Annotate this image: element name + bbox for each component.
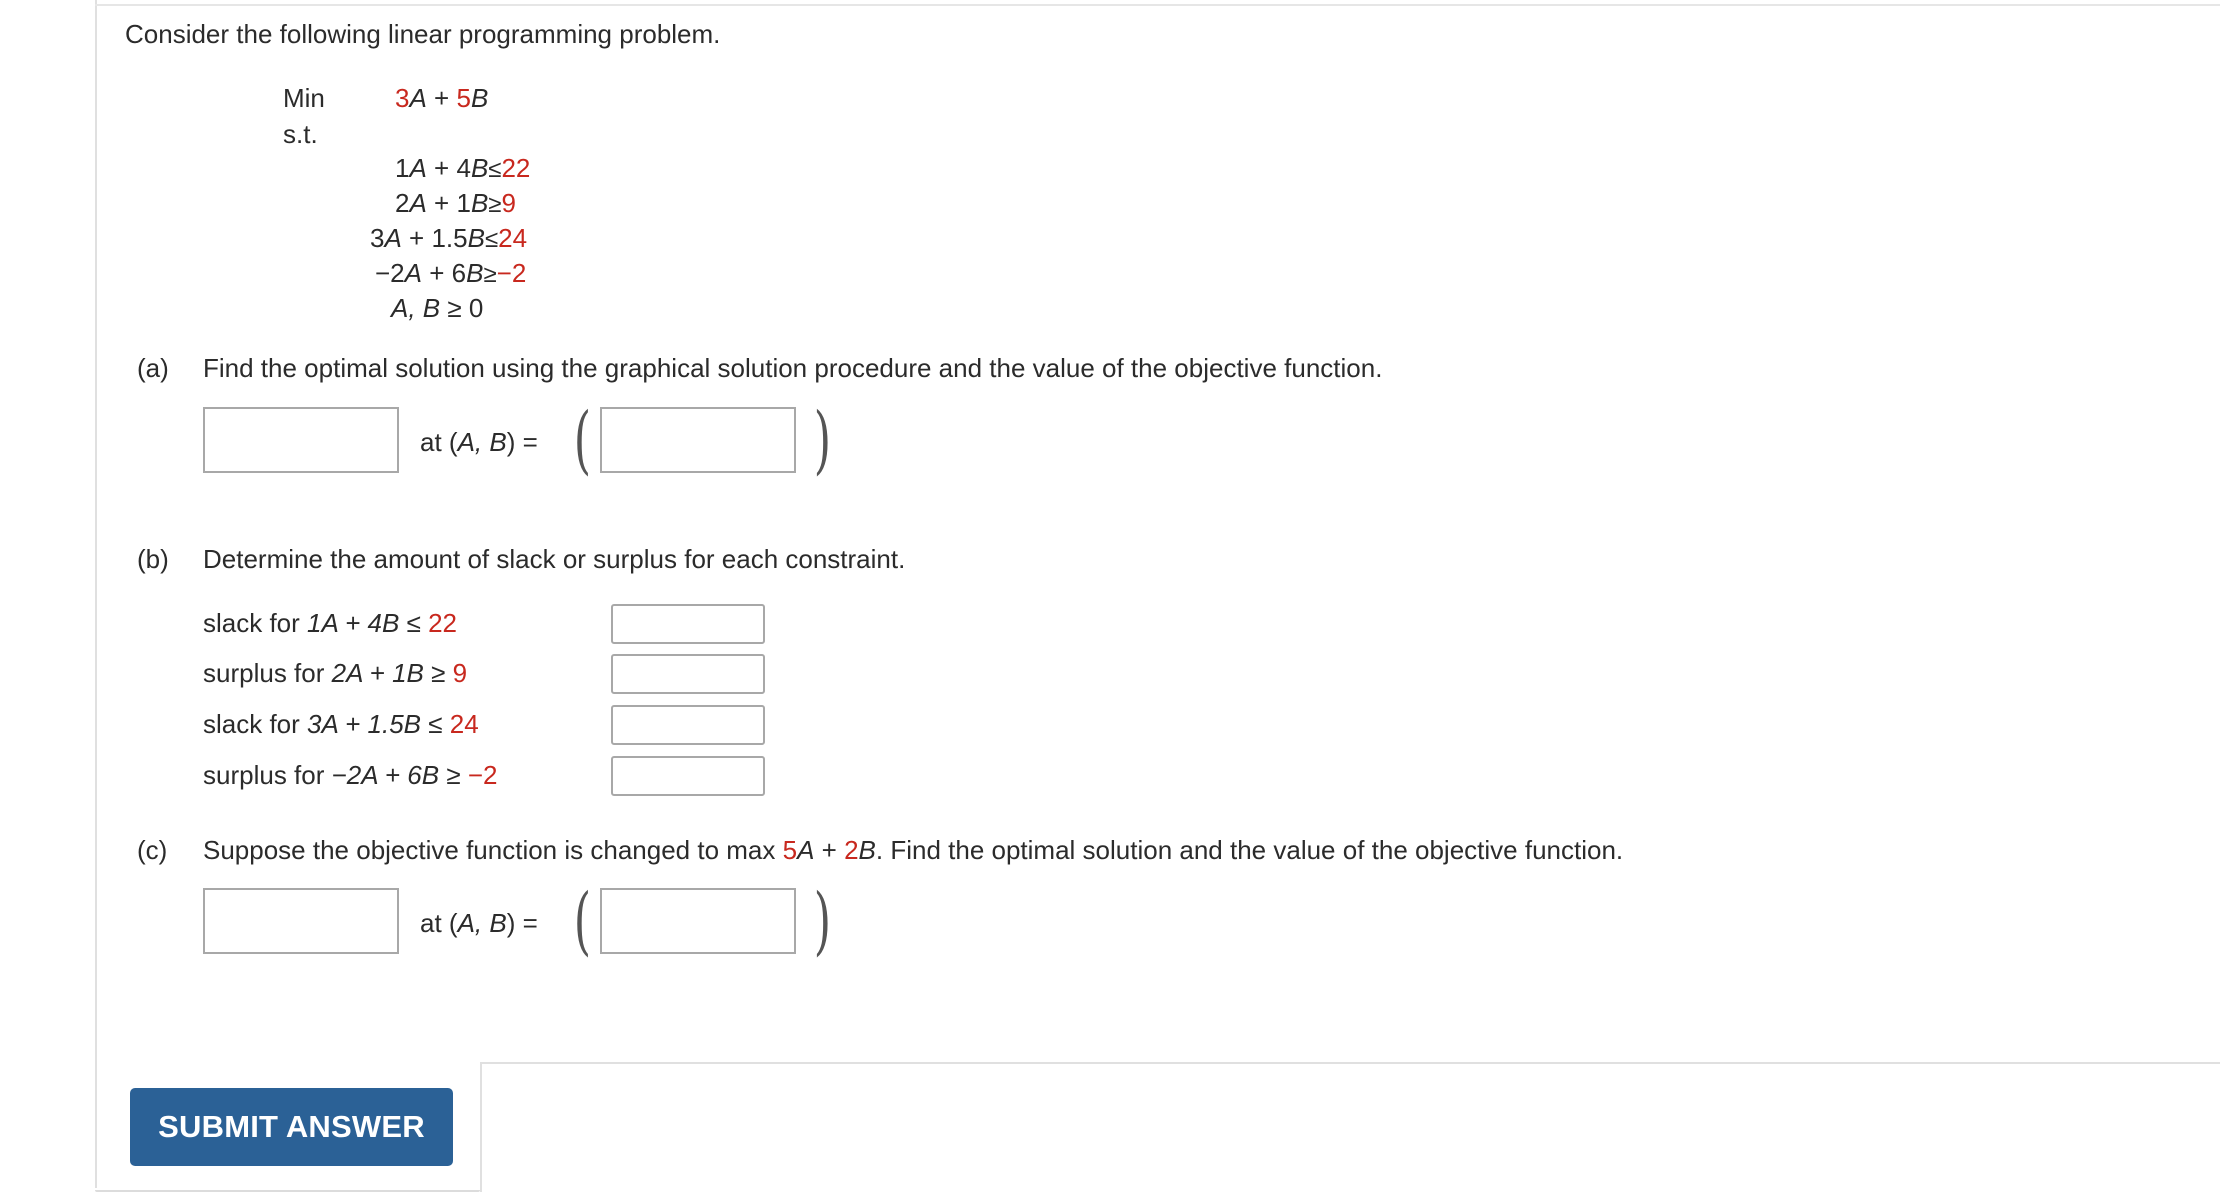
part-c-left-paren: ( (573, 878, 592, 964)
next-panel-border-top (480, 1062, 2220, 1064)
slack-row-1-label: slack for 1A + 4B ≤ 22 (203, 608, 457, 638)
part-a-right-paren: ) (813, 397, 832, 483)
slack-row-3-input[interactable] (611, 705, 765, 745)
part-c-question: Suppose the objective function is changed to max 5A + 2B. Find the optimal solution and the value of the objective function. (203, 835, 1624, 865)
next-panel-border-left (480, 1062, 482, 1192)
st-label: s.t. (283, 119, 318, 149)
min-label: Min (283, 83, 325, 113)
slack-row-1-input[interactable] (611, 604, 765, 644)
part-c-right-paren: ) (813, 878, 832, 964)
objective-function: 3A + 5B (395, 83, 489, 113)
constraint-4: −2A + 6B≥−2 (375, 258, 527, 288)
part-a-question: Find the optimal solution using the graphical solution procedure and the value of the objective function. (203, 353, 1383, 383)
part-a-point-input[interactable] (600, 407, 796, 473)
part-a-objective-value-input[interactable] (203, 407, 399, 473)
surplus-row-4-label: surplus for −2A + 6B ≥ −2 (203, 760, 498, 790)
intro-text: Consider the following linear programming problem. (125, 19, 721, 49)
panel-border-bottom (95, 1190, 480, 1192)
panel-border-top (95, 4, 2220, 6)
surplus-row-4-input[interactable] (611, 756, 765, 796)
nonnegativity-constraint: A, B ≥ 0 (391, 293, 484, 323)
part-b-question: Determine the amount of slack or surplus for each constraint. (203, 544, 906, 574)
part-b-label: (b) (137, 544, 169, 574)
constraint-2: 2A + 1B≥9 (395, 188, 516, 218)
surplus-row-2-label: surplus for 2A + 1B ≥ 9 (203, 658, 468, 688)
part-c-objective-value-input[interactable] (203, 888, 399, 954)
constraint-3: 3A + 1.5B≤24 (370, 223, 528, 253)
part-c-at-text: at (A, B) = (420, 908, 538, 938)
part-a-at-text: at (A, B) = (420, 427, 538, 457)
part-a-label: (a) (137, 353, 169, 383)
submit-answer-button[interactable]: SUBMIT ANSWER (130, 1088, 453, 1166)
part-c-label: (c) (137, 835, 168, 865)
part-a-left-paren: ( (573, 397, 592, 483)
surplus-row-2-input[interactable] (611, 654, 765, 694)
part-c-point-input[interactable] (600, 888, 796, 954)
slack-row-3-label: slack for 3A + 1.5B ≤ 24 (203, 709, 479, 739)
panel-border-left (95, 0, 97, 1188)
constraint-1: 1A + 4B≤22 (395, 153, 531, 183)
